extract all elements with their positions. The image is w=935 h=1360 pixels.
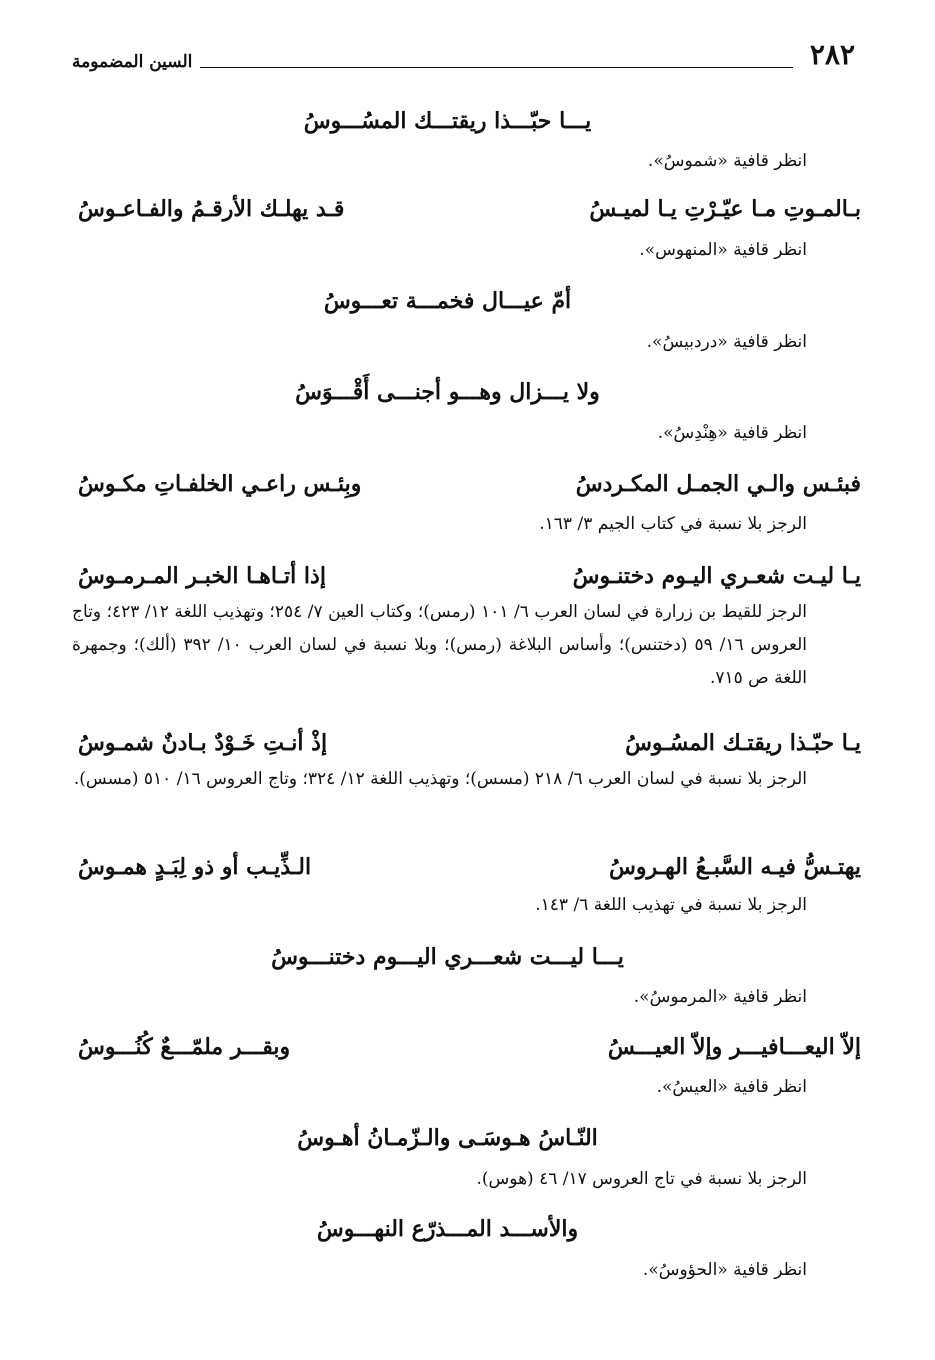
first-hemistich: بـالمـوتِ مـا عيّـرْتِ يـا لميـسُ bbox=[589, 196, 861, 222]
verse-note: الرجز بلا نسبة في لسان العرب ٦/ ٢١٨ (مسس)؛ وتهذيب اللغة ١٢/ ٣٢٤؛ وتاج العروس ١٦/ ٥١٠ (مسس). bbox=[73, 769, 807, 789]
verse-line: النّـاسُ هـوسَـى والـزّمـانُ أهـوسُ bbox=[297, 1125, 598, 1151]
verse-note: انظر قافية «المنهوس». bbox=[639, 240, 807, 260]
page-number: ٢٨٢ bbox=[809, 38, 855, 71]
verse-note: انظر قافية «الحؤوسُ». bbox=[642, 1260, 807, 1280]
second-hemistich: إذا أتـاهـا الخبـر المـرمـوسُ bbox=[78, 563, 326, 589]
verse-note: الرجز بلا نسبة في كتاب الجيم ٣/ ١٦٣. bbox=[539, 514, 807, 534]
verse-line: يـــا ليـــت شعـــري اليـــوم دختنـــوسُ bbox=[271, 944, 624, 970]
first-hemistich: فبئـس والـي الجمـل المكـردسُ bbox=[575, 471, 861, 497]
verse-note: انظر قافية «دردبيسُ». bbox=[646, 332, 807, 352]
verse-note: الرجز بلا نسبة في تاج العروس ١٧/ ٤٦ (هوس). bbox=[476, 1169, 807, 1189]
verse-line: يـــا حبّـــذا ريقتـــك المسُـــوسُ bbox=[303, 108, 592, 134]
page-header bbox=[72, 38, 855, 78]
header-rule bbox=[200, 67, 793, 68]
running-title: السين المضمومة bbox=[72, 52, 193, 72]
second-hemistich: الـذِّيـب أو ذو لِبَـدٍ همـوسُ bbox=[78, 854, 312, 880]
verse-couplet bbox=[78, 852, 861, 882]
second-hemistich: وبقـــر ملمّـــعٌ كُنُـــوسُ bbox=[78, 1034, 291, 1060]
verse-couplet bbox=[78, 728, 861, 758]
verse-couplet bbox=[78, 1032, 861, 1062]
first-hemistich: إلاّ اليعـــافيـــر وإلاّ العيـــسُ bbox=[607, 1034, 861, 1060]
verse-note: الرجز بلا نسبة في تهذيب اللغة ٦/ ١٤٣. bbox=[535, 895, 807, 915]
verse-couplet bbox=[78, 469, 861, 499]
verse-line: والأســـد المـــذرّع النهـــوسُ bbox=[316, 1216, 579, 1242]
second-hemistich: إذْ أنـتِ خَـوْدٌ بـادنٌ شمـوسُ bbox=[78, 730, 328, 756]
first-hemistich: يـا حبّـذا ريقتـك المسُـوسُ bbox=[625, 730, 861, 756]
verse-note: انظر قافية «المرموسُ». bbox=[633, 987, 807, 1007]
verse-note: انظر قافية «هِنْدِسُ». bbox=[657, 423, 807, 443]
first-hemistich: يهتـسُّ فيـه السَّبـعُ الهـروسُ bbox=[608, 854, 861, 880]
first-hemistich: يـا ليـت شعـري اليـوم دختنـوسُ bbox=[572, 563, 861, 589]
verse-note: انظر قافية «العيسُ». bbox=[656, 1077, 807, 1097]
verse-couplet bbox=[78, 561, 861, 591]
verse-line: أمّ عيـــال فخمـــة تعـــوسُ bbox=[323, 288, 572, 314]
second-hemistich: قـد يهلـك الأرقـمُ والفـاعـوسُ bbox=[78, 196, 345, 222]
second-hemistich: وبِئـس راعـي الخلفـاتِ مكـوسُ bbox=[78, 471, 362, 497]
verse-line: ولا يـــزال وهـــو أجنـــى أَقْـــوَسُ bbox=[295, 379, 600, 405]
verse-note: انظر قافية «شموسُ». bbox=[647, 151, 807, 171]
verse-note: الرجز للقيط بن زرارة في لسان العرب ٦/ ١٠١ (رمس)؛ وكتاب العين ٧/ ٢٥٤؛ وتهذيب اللغة ١٢/ ٤٢٣؛ وتاج العروس ١٦/ ٥٩ (دختنس)؛ وأساس البلاغة (رمس)؛ وبلا نسبة في لسان العرب ١٠/ ٣٩٢ (ألك)؛ وجمهرة اللغة ص ٧١٥. bbox=[72, 602, 807, 688]
verse-couplet bbox=[78, 194, 861, 224]
